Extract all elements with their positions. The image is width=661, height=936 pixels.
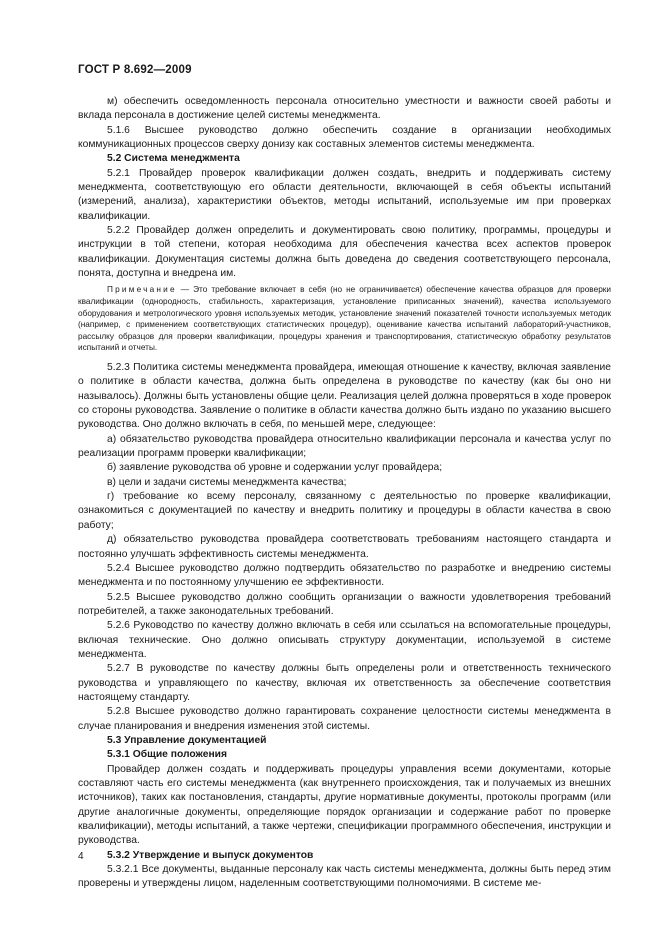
document-header: ГОСТ Р 8.692—2009 — [78, 64, 192, 76]
list-item: в) цели и задачи системы менеджмента качества; — [107, 476, 347, 488]
paragraph: 5.2.2 Провайдер должен определить и документировать свою политику, программы, процедуры и инструкции в той степени, которая необходима для обеспечения качества всех аспектов проверок квалификации. Документация системы должна быть доведена до сведения соответствующего персонала, понята, доступна и внедрена им. — [78, 225, 611, 280]
list-item: а) обязательство руководства провайдера относительно квалификации персонала и качества услуг по реализации программ проверки квалификации; — [78, 433, 611, 460]
document-body — [78, 95, 611, 892]
paragraph: м) обеспечить осведомленность персонала относительно уместности и важности своей работы и вклада персонала в достижение целей системы менеджмента. — [78, 96, 611, 122]
paragraph: 5.2.4 Высшее руководство должно подтвердить обязательство по разработке и внедрению системы менеджмента и по постоянному улучшению ее эффективности. — [78, 562, 611, 589]
paragraph: 5.2.1 Провайдер проверок квалификации должен создать, внедрить и поддерживать систему менеджмента, соответствующую его области деятельности, включающей в себя объекты испытаний (измерений, анализа), характеристики объектов, методы испытаний, используемые им при проверках квалификации. — [78, 167, 611, 222]
note-label: Примечание — [107, 285, 177, 295]
section-heading: 5.3 Управление документацией — [107, 734, 267, 746]
note-paragraph — [78, 284, 611, 354]
subsection-heading: 5.3.1 Общие положения — [107, 749, 227, 761]
paragraph: 5.2.6 Руководство по качеству должно включать в себя или ссылаться на вспомогательные процедуры, включая технические. Оно должно описывать структуру документации, используемой в системе менеджмента. — [78, 620, 611, 660]
paragraph: 5.3.2.1 Все документы, выданные персоналу как часть системы менеджмента, должны быть перед этим проверены и утверждены лицом, наделенным соответствующими полномочиями. В системе ме- — [78, 864, 611, 890]
paragraph: 5.2.7 В руководстве по качеству должны быть определены роли и ответственность технического руководства и управляющего по качеству, включая их ответственность за обеспечение соответствия настоящему стандарту. — [78, 663, 611, 703]
page-number: 4 — [78, 851, 84, 862]
paragraph: 5.2.8 Высшее руководство должно гарантировать сохранение целостности системы менеджмента в случае планирования и внедрения изменения этой системы. — [78, 706, 611, 732]
section-heading: 5.2 Система менеджмента — [107, 153, 240, 165]
paragraph: 5.2.5 Высшее руководство должно сообщить организации о важности удовлетворения требований потребителей, а также законодательных требований. — [78, 591, 611, 617]
subsection-heading: 5.3.2 Утверждение и выпуск документов — [107, 849, 314, 861]
paragraph: 5.2.3 Политика системы менеджмента провайдера, имеющая отношение к качеству, включая заявление о политике в области качества, должна быть определена в руководстве по качеству (как бы оно ни называлось). Должны быть установлены общие цели. Реализация целей должна проверяться в ходе проверок со стороны руководства. Заявление о политике в области качества должно быть издано по указанию высшего руководства. Оно должно включать в себя, по меньшей мере, следующее: — [78, 362, 611, 431]
note-text: — Это требование включает в себя (но не ограничивается) обеспечение качества образцов для проверки квалификации (однородность, стабильность, характеризация, установление приписанных значений), качества используемого оборудования и метрологического уровня используемых методик, установление значений показателей точности используемых методик (например, с применением соответствующих статистических процедур), оценивание качества испытаний лабораторий-участников, рассылку образцов для проверки квалификации, процедуры хранения и транспортирования, статистическую обработку результатов испытаний и отчеты. — [78, 285, 611, 353]
paragraph: Провайдер должен создать и поддерживать процедуры управления всеми документами, которые составляют часть его системы менеджмента (как внутреннего происхождения, так и получаемых из внешних источников), таких как постановления, стандарты, другие нормативные документы, протоколы программ (или другие аналогичные документы, определяющие порядок организации и содержание работ по проверке квалификации), методы испытаний, а также чертежи, спецификации программного обеспечения, инструкции и руководства. — [78, 763, 611, 847]
list-item: г) требование ко всему персоналу, связанному с деятельностью по проверке квалификации, ознакомиться с документацией по качеству и внедрить политику и процедуры в области качества в свою работу; — [78, 491, 611, 531]
paragraph: 5.1.6 Высшее руководство должно обеспечить создание в организации необходимых коммуникационных процессов сверху донизу как составных элементов системы менеджмента. — [78, 124, 611, 151]
list-item: д) обязательство руководства провайдера соответствовать требованиям настоящего стандарта и постоянно улучшать эффективность системы менеджмента. — [78, 534, 611, 560]
list-item: б) заявление руководства об уровне и содержании услуг провайдера; — [107, 462, 443, 474]
